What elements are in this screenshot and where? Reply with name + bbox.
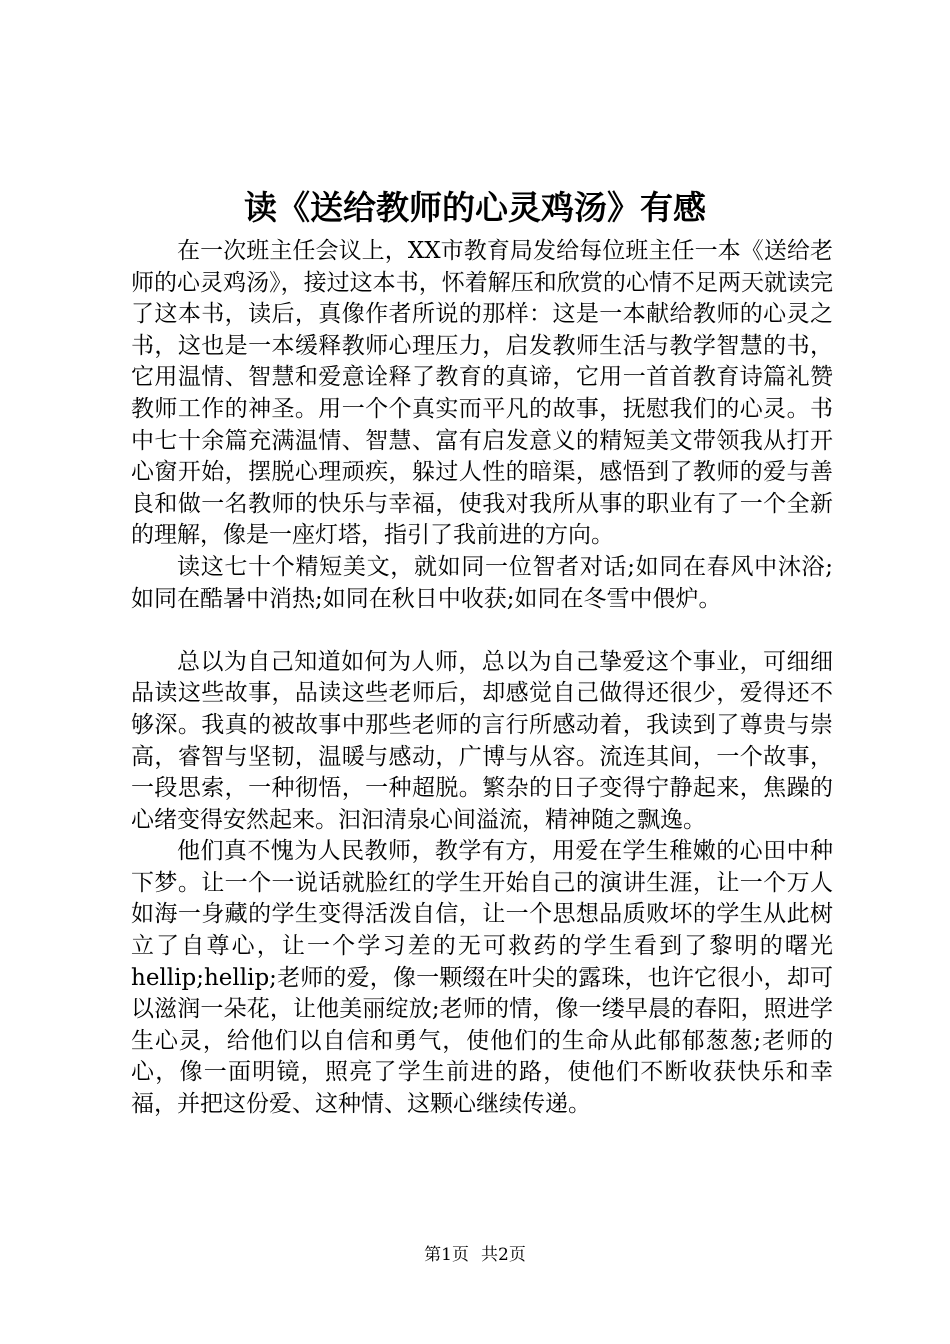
- page-footer: [0, 1244, 950, 1266]
- paragraph-spacer: [131, 615, 833, 647]
- document-body: [131, 236, 833, 1121]
- paragraph-4: 他们真不愧为人民教师，教学有方，用爱在学生稚嫩的心田中种下梦。让一个一说话就脸红的学生开始自己的演讲生涯，让一个万人如海一身藏的学生变得活泼自信，让一个思想品质败坏的学生从此树立了自尊心，让一个学习差的无可救药的学生看到了黎明的曙光hellip;hellip;老师的爱，像一颗缀在叶尖的露珠，也许它很小，却可以滋润一朵花，让他美丽绽放;老师的情，像一缕早晨的春阳，照进学生心灵，给他们以自信和勇气，使他们的生命从此郁郁葱葱;老师的心，像一面明镜，照亮了学生前进的路，使他们不断收获快乐和幸福，并把这份爱、这种情、这颗心继续传递。: [131, 838, 833, 1118]
- page-number-total: 共2页: [481, 1245, 526, 1265]
- paragraph-3: 总以为自己知道如何为人师，总以为自己挚爱这个事业，可细细品读这些故事，品读这些老师后，却感觉自己做得还很少，爱得还不够深。我真的被故事中那些老师的言行所感动着，我读到了尊贵与崇高，睿智与坚韧，温暖与感动，广博与从容。流连其间，一个故事，一段思索，一种彻悟，一种超脱。繁杂的日子变得宁静起来，焦躁的心绪变得安然起来。汩汩清泉心间溢流，精神随之飘逸。: [131, 648, 833, 833]
- paragraph-2: 读这七十个精短美文，就如同一位智者对话;如同在春风中沐浴;如同在酷暑中消热;如同在秋日中收获;如同在冬雪中偎炉。: [131, 553, 833, 612]
- paragraph-1: 在一次班主任会议上，XX市教育局发给每位班主任一本《送给老师的心灵鸡汤》，接过这本书，怀着解压和欣赏的心情不足两天就读完了这本书，读后，真像作者所说的那样：这是一本献给教师的心灵之书，这也是一本缓释教师心理压力，启发教师生活与教学智慧的书，它用温情、智慧和爱意诠释了教育的真谛，它用一首首教育诗篇礼赞教师工作的神圣。用一个个真实而平凡的故事，抚慰我们的心灵。书中七十余篇充满温情、智慧、富有启发意义的精短美文带领我从打开心窗开始，摆脱心理顽疾，躲过人性的暗渠，感悟到了教师的爱与善良和做一名教师的快乐与幸福，使我对我所从事的职业有了一个全新的理解，像是一座灯塔，指引了我前进的方向。: [131, 238, 833, 549]
- document-title: 读《送给教师的心灵鸡汤》有感: [244, 188, 706, 227]
- page-number-current: 第1页: [424, 1245, 469, 1265]
